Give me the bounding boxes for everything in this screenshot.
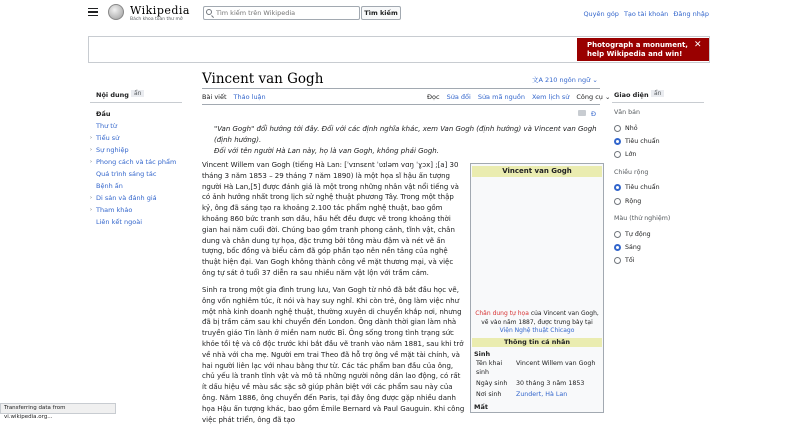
toc-title: Nội dung	[96, 91, 129, 99]
toc-item-label[interactable]: Liên kết ngoài	[96, 218, 143, 226]
chevron-right-icon[interactable]: ›	[90, 207, 92, 213]
radio-text-large[interactable]	[614, 151, 621, 158]
tab-history[interactable]: Xem lịch sử	[531, 93, 570, 101]
audio-icon[interactable]	[578, 110, 586, 116]
toc-item-label[interactable]: Phong cách và tác phẩm	[96, 158, 177, 166]
browser-status-bar: Transferring data from vi.wikipedia.org...	[0, 403, 116, 414]
wikipedia-logo-icon[interactable]	[108, 4, 124, 20]
radio-color-light[interactable]	[614, 244, 621, 251]
toc-item-label: Đầu	[96, 110, 111, 118]
banner-cta-line2: help Wikipedia and win!	[587, 50, 683, 58]
toc-item[interactable]	[96, 180, 176, 192]
width-label: Chiều rộng	[614, 169, 649, 176]
radio-color-dark-label[interactable]: Tối	[625, 257, 635, 264]
toc-divider	[90, 102, 182, 103]
page-title: Vincent van Gogh	[202, 71, 324, 87]
infobox-value-birthdate: 30 tháng 3 năm 1853	[516, 380, 585, 387]
banner-cta-button[interactable]	[577, 38, 709, 61]
second-paragraph: Sinh ra trong một gia đình trung lưu, Van Gogh từ nhỏ đã bắt đầu học vẽ, ông vốn nghiêm túc, ít nói và hay suy nghĩ. Khi còn trẻ, ông làm việc như một nhà kinh doanh nghệ thuật, thường xuyên di chuyển khắp nơi, nhưng đã bị trầm cảm sau khi chuyển đến London. Ông dành thời gian làm nhà truyền giáo Tin lành ở miền nam nước Bỉ. Ông sống trong tình trạng sức khỏe tồi tệ và cô độc trước khi bắt đầu vẽ tranh vào năm 1881, sau khi trở về nhà với cha mẹ. Người em trai Theo đã hỗ trợ ông về mặt tài chính, và hai người liên lạc với nhau bằng thư từ. Các tác phẩm ban đầu của ông, chủ yếu là tranh tĩnh vật và mô tả những người nông dân lao động, có rất ít dấu hiệu về màu sắc sặc sỡ giúp phân biệt với các phẩm sau này của ông. Năm 1886, ông chuyển đến Paris, tại đây ông được gặp nhiều danh họa Hậu ấn tượng khác, bao gồm Émile Bernard và Paul Gauguin. Khi công việc phát triển, ông đã tạo	[202, 286, 465, 424]
tabs-divider	[202, 104, 600, 105]
chevron-down-icon: ⌄	[602, 93, 611, 101]
infobox-born-header: Sinh	[474, 350, 491, 358]
toc-item-label[interactable]: Quá trình sáng tác	[96, 170, 157, 178]
infobox-caption	[474, 310, 600, 336]
infobox-section-header: Thông tin cá nhân	[472, 338, 602, 347]
chevron-right-icon[interactable]: ›	[90, 135, 92, 141]
radio-text-small[interactable]	[614, 125, 621, 132]
self-portrait-image[interactable]	[498, 180, 576, 306]
radio-text-small-label[interactable]: Nhỏ	[625, 125, 638, 132]
chevron-down-icon: ⌄	[590, 76, 598, 84]
toc-list	[90, 108, 177, 228]
caption-text: của Vincent van Gogh, vẽ vào năm 1887, được trưng bày tại	[481, 310, 599, 326]
appearance-title: Giao diện	[614, 91, 649, 99]
hatnote-line1: "Van Gogh" đổi hướng tới đây. Đối với các định nghĩa khác, xem Van Gogh (định hướng) và Vincent van Gogh (định hướng).	[214, 125, 597, 144]
infobox-value-birthname: Vincent Willem van Gogh	[516, 360, 596, 367]
appearance-divider	[612, 102, 704, 103]
search-button[interactable]: Tìm kiếm	[361, 6, 401, 20]
radio-width-standard-label[interactable]: Tiêu chuẩn	[625, 184, 660, 191]
chevron-right-icon[interactable]: ›	[90, 159, 92, 165]
login-link[interactable]: Đăng nhập	[673, 10, 709, 18]
tab-talk[interactable]: Thảo luận	[233, 93, 266, 101]
tab-article[interactable]: Bài viết	[202, 93, 227, 105]
radio-color-light-label[interactable]: Sáng	[625, 244, 641, 251]
infobox-label-birthdate: Ngày sinh	[476, 380, 508, 387]
search-input[interactable]	[216, 8, 356, 18]
radio-width-wide-label[interactable]: Rộng	[625, 198, 642, 205]
caption-link-self-portrait[interactable]: Chân dung tự họa	[475, 310, 529, 317]
toc-item[interactable]	[96, 216, 176, 228]
tab-read[interactable]: Đọc	[427, 93, 440, 105]
tab-edit[interactable]: Sửa đổi	[446, 93, 471, 101]
radio-text-standard-label[interactable]: Tiêu chuẩn	[625, 138, 660, 145]
text-size-label: Văn bản	[614, 109, 641, 116]
logo-title[interactable]: Wikipedia	[130, 4, 190, 17]
infobox-value-birthplace[interactable]: Zundert, Hà Lan	[516, 391, 568, 398]
title-divider	[202, 88, 600, 89]
language-button[interactable]	[532, 75, 598, 84]
toc-item[interactable]	[96, 168, 176, 180]
infobox-title: Vincent van Gogh	[472, 166, 602, 177]
tab-edit-source[interactable]: Sửa mã nguồn	[477, 93, 525, 101]
hatnote	[214, 124, 604, 157]
caption-link-institute[interactable]: Viện Nghệ thuật Chicago	[499, 327, 575, 334]
main-menu-icon[interactable]	[88, 8, 98, 16]
radio-text-large-label[interactable]: Lớn	[625, 151, 637, 158]
radio-color-auto-label[interactable]: Tự động	[625, 231, 651, 238]
donate-link[interactable]: Quyên góp	[583, 10, 619, 18]
toc-item-label[interactable]: Bệnh ấn	[96, 182, 123, 190]
appearance-hide-button[interactable]: ẩn	[651, 90, 664, 97]
logo-subtitle: Bách khoa toàn thư mở	[130, 17, 183, 22]
toc-item[interactable]	[90, 132, 176, 144]
tools-label: Công cụ	[576, 93, 603, 101]
toc-item[interactable]	[96, 120, 176, 132]
toc-item-label[interactable]: Di sản và đánh giá	[96, 194, 157, 202]
banner-cta-line1: Photograph a monument,	[587, 41, 688, 49]
toc-item-dau[interactable]	[96, 108, 176, 120]
radio-color-dark[interactable]	[614, 257, 621, 264]
language-count: 210 ngôn ngữ	[545, 76, 591, 84]
chevron-right-icon[interactable]: ›	[90, 147, 92, 153]
toc-item-label[interactable]: Thư từ	[96, 122, 117, 130]
good-article-marker[interactable]: Đ	[591, 110, 597, 118]
lead-paragraph: Vincent Willem van Gogh (tiếng Hà Lan: [ˈvɪnsɛnt ˈʋɪləm vɑŋ ˈɣɔx] ;[a] 30 tháng 3 năm 1853 – 29 tháng 7 năm 1890) là một họa sĩ hậu ấn tượng người Hà Lan,[5] được đánh giá là một trong những nhân vật nổi tiếng và có ảnh hưởng nhất trong lịch sử nghệ thuật phương Tây. Trong một thập kỷ, ông đã sáng tạo ra khoảng 2.100 tác phẩm nghệ thuật, bao gồm khoảng 860 bức tranh sơn dầu, hầu hết đều được vẽ trong khoảng thời gian hai năm cuối đời. Chúng bao gồm tranh phong cảnh, tĩnh vật, chân dung và chân dung tự họa, đặc trưng bởi tông màu đậm và nét vẽ ấn tượng, bốc đồng và biểu cảm đã góp phần tạo nên nền tảng của nghệ thuật hiện đại. Van Gogh không thành công về mặt thương mại, và việc ông tự sát ở tuổi 37 diễn ra sau nhiều năm vật lộn với trầm cảm.	[202, 161, 459, 277]
close-icon[interactable]: ✕	[694, 40, 702, 50]
toc-item[interactable]	[90, 156, 177, 168]
color-label: Màu (thử nghiệm)	[614, 215, 671, 222]
user-links	[583, 10, 709, 18]
radio-text-standard[interactable]	[614, 138, 621, 145]
radio-width-wide[interactable]	[614, 198, 621, 205]
toc-item[interactable]	[90, 192, 176, 204]
chevron-right-icon[interactable]: ›	[90, 195, 92, 201]
toc-item-label[interactable]: Tham khảo	[96, 206, 133, 214]
infobox-label-birthplace: Nơi sinh	[476, 391, 502, 398]
translate-icon: 文A	[532, 76, 546, 84]
radio-color-auto[interactable]	[614, 231, 621, 238]
search-icon	[206, 9, 212, 15]
toc-item-label[interactable]: Sự nghiệp	[96, 146, 129, 154]
radio-width-standard[interactable]	[614, 184, 621, 191]
toc-item[interactable]	[90, 144, 176, 156]
toc-hide-button[interactable]: ẩn	[131, 90, 144, 97]
hatnote-line2: Đối với tên người Hà Lan này, họ là van Gogh, không phải Gogh.	[214, 147, 439, 155]
create-account-link[interactable]: Tạo tài khoản	[623, 10, 669, 18]
infobox-died-header: Mất	[474, 403, 488, 411]
infobox-label-birthname: Tên khai sinh	[476, 360, 503, 376]
toc-item[interactable]	[90, 204, 176, 216]
toc-item-label[interactable]: Tiểu sử	[96, 134, 120, 142]
